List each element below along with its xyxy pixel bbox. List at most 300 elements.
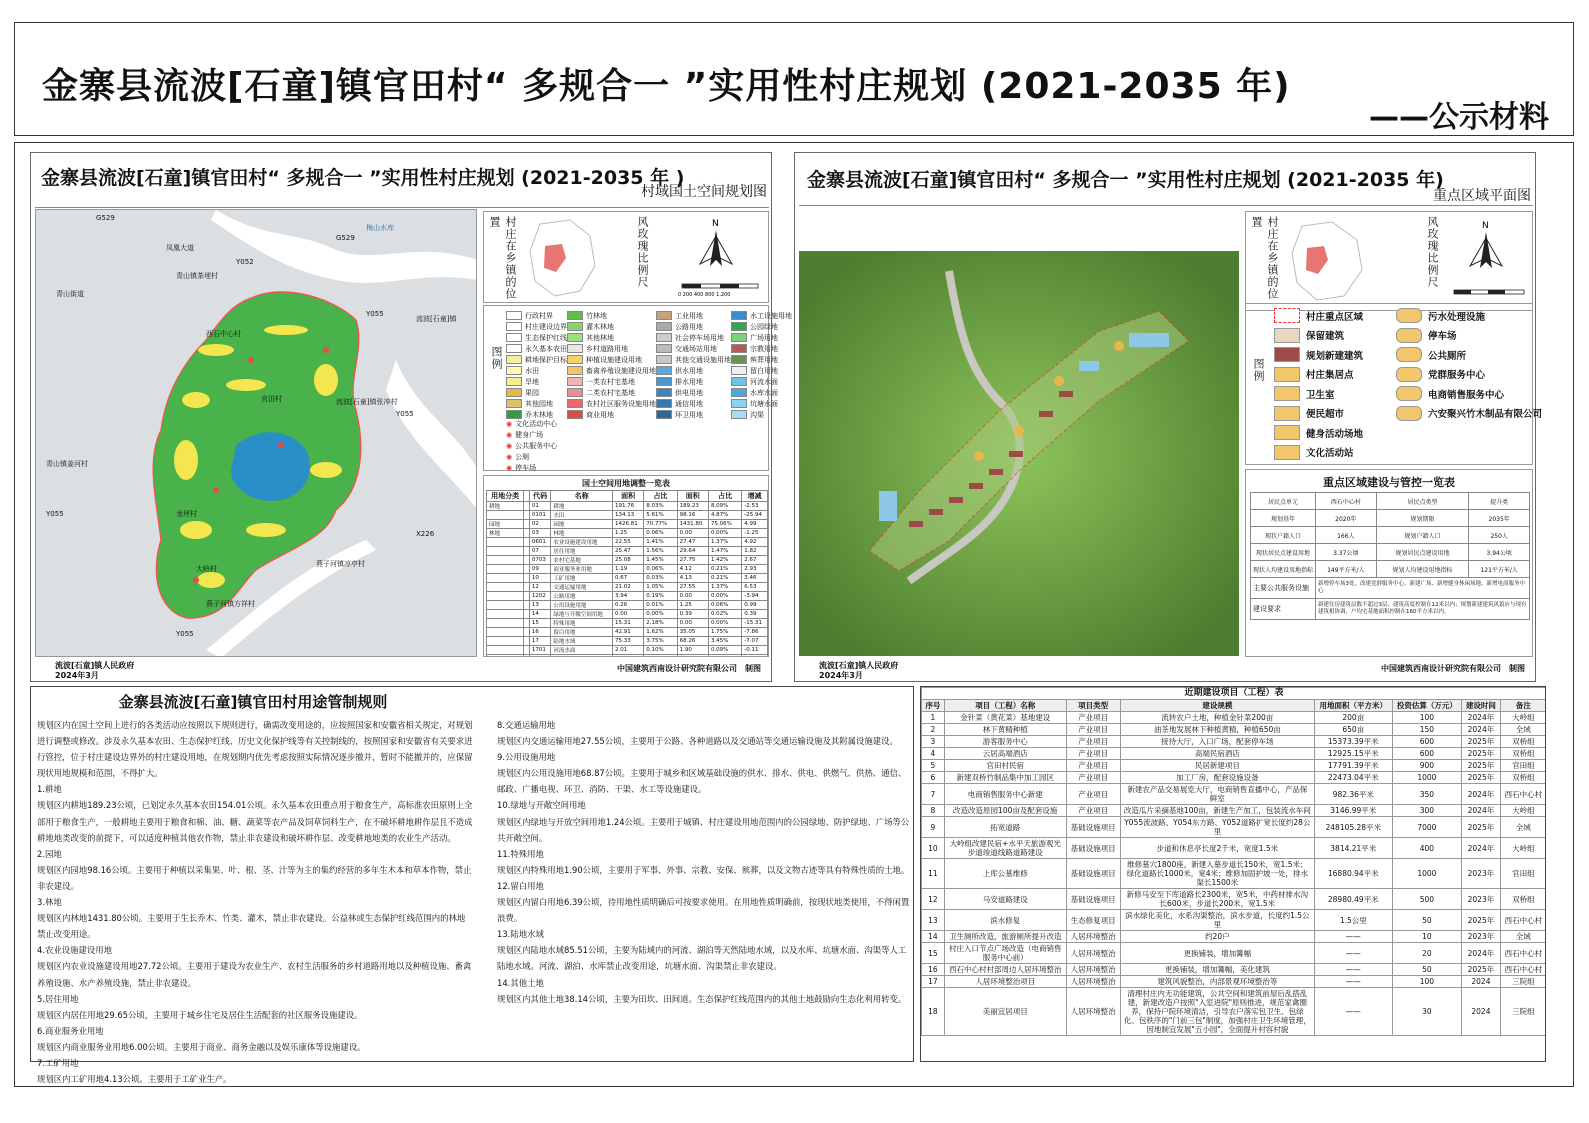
project-row [922,889,1547,910]
legend-item-label: 其他交通设施用地 [675,355,731,364]
legend-point [506,418,626,429]
table-cell [487,538,524,547]
project-cell: 12925.15平米 [1315,748,1392,760]
legend-swatch [506,333,522,342]
rules-paragraph: 4.农业设施建设用地 [37,945,112,956]
table-cell: 1.62% [644,628,677,637]
legend-key-label: 党群服务中心 [1428,370,1486,382]
legend-swatch [567,344,583,353]
table-cell: 27.47 [677,538,708,547]
control-cell: 规划户籍人口 [1376,527,1469,544]
legend-swatch [731,377,747,386]
legend-point-label: 公厕 [515,452,530,461]
legend-item-label: 旱地 [525,377,539,386]
table-cell [487,547,524,556]
table-cell: 0.19% [644,592,677,601]
village-land-use-map [35,209,477,657]
projects-header-cell: 备注 [1500,700,1546,712]
project-cell: 上库公墓维修 [944,859,1066,889]
legend-item-label: 行政村界 [525,311,553,320]
project-cell: 650亩 [1315,724,1392,736]
table-cell [487,511,524,520]
table-cell: 0.06% [644,565,677,574]
project-row [922,859,1547,889]
legend-item-label: 留白用地 [750,366,778,375]
project-cell: 15 [922,943,945,964]
project-cell: 7 [922,784,945,805]
control-cell: 新增停车场3处、改建党群服务中心、新建广场、新增健身休闲场地、新增电商服务中心 [1316,578,1530,599]
table-row [487,502,768,511]
legend-key [1274,345,1363,365]
table-cell: 75.06% [708,520,741,529]
table-cell: 1.37% [708,538,741,547]
project-cell: 改造瓜片采摘基地100亩，新建生产加工，包装流水车间 [1120,805,1314,817]
table-cell [487,610,524,619]
map-label: Y055 [366,310,384,318]
table-row [487,511,768,520]
project-cell: 新修马安至下库道路长2300米，宽5米，中药材排水沟长600米，步道长200米，宽1.5米 [1120,889,1314,910]
project-cell: 20 [1392,943,1462,964]
table-cell: -15.31 [742,619,768,628]
table-cell: 2.18% [644,619,677,628]
table-cell: 17 [529,637,550,646]
legend-swatch [731,311,747,320]
legend-item-label: 果园 [525,388,539,397]
table-header-cell: 占比 [644,491,677,502]
control-row [1251,493,1530,510]
control-cell: 现状居民点建设用地 [1251,544,1316,561]
project-row [922,931,1547,943]
rules-paragraph: 规划区内居住用地29.65公顷，主要用于城乡住宅及居住生活配套的社区服务设施建设。 [37,1009,363,1020]
project-cell: 三院组 [1500,976,1546,988]
table-cell: 25.47 [612,547,643,556]
legend-key-label: 污水处理设施 [1428,311,1486,323]
table-cell: 01 [529,502,550,511]
table-cell: 68.26 [677,637,708,646]
legend-item [731,310,792,321]
project-cell: 16880.94平米 [1315,859,1392,889]
right-footer-org: 流波[石童]镇人民政府 [819,661,899,670]
left-panel-subtitle: 村域国土空间规划图 [641,184,767,200]
table-header-row [487,491,768,502]
control-cell: 规划基年 [1251,510,1316,527]
table-cell [487,628,524,637]
table-cell: 耕地 [551,502,613,511]
table-cell: 3.94 [612,592,643,601]
table-cell: 1.90 [677,646,708,655]
legend-key-symbol-icon [1396,406,1422,421]
legend-item [656,310,731,321]
table-row [487,592,768,601]
map-label: 燕子河镇凉亭村 [316,560,365,568]
legend-item [506,365,567,376]
project-cell: 17791.39平米 [1315,760,1392,772]
table-cell: 03 [529,529,550,538]
table-cell [612,655,643,658]
map-label: 青山街道 [56,290,84,298]
projects-header-cell: 投资估算（万元） [1392,700,1462,712]
legend-item [567,398,656,409]
table-cell: 农业设施建设用地 [551,538,613,547]
point-marker-icon: ◉ [506,430,513,439]
table-cell: 0.67 [612,574,643,583]
legend-item-label: 排水用地 [675,377,703,386]
project-cell: 1.5公里 [1315,910,1392,931]
table-cell: 13 [529,601,550,610]
table-cell: 0.00 [612,610,643,619]
legend-item-label: 生态保护红线 [525,333,567,342]
table-cell: -3.94 [742,592,768,601]
project-cell: 维修墓穴1800座，新建入墓步道长150米，宽1.5米；绿化道路长1000米，宽4米；维修加固护坡一处，排水渠长1500米 [1120,859,1314,889]
table-row [487,628,768,637]
project-cell: 600 [1392,736,1462,748]
legend-item-label: 竹林地 [586,311,607,320]
project-cell: 2023年 [1462,889,1500,910]
legend-item-label: 其他林地 [586,333,614,342]
table-cell: 1.47% [708,547,741,556]
table-row [487,556,768,565]
table-cell: 1.56% [644,547,677,556]
projects-title-row [922,688,1547,700]
project-cell: 改造改造原园100亩及配套设施 [944,805,1066,817]
project-cell: 产业项目 [1066,748,1120,760]
table-cell: 公用设施用地 [551,601,613,610]
table-cell: 林地 [551,529,613,538]
table-cell: 0.00 [677,592,708,601]
legend-swatch [567,311,583,320]
legend-swatch [656,322,672,331]
table-cell: 0.00% [708,592,741,601]
project-cell: 西石中心村 [1500,910,1546,931]
table-cell: 1431.80 [677,520,708,529]
map-label: 龙坪村 [176,510,197,518]
projects-title: 近期建设项目（工程）表 [922,688,1547,700]
right-footer-designer: 中国建筑西南设计研究院有限公司 制图 [1381,664,1525,673]
project-cell: 西石中心村 [1500,964,1546,976]
table-cell: -0.11 [742,646,768,655]
legend-item [731,321,792,332]
legend-key [1396,306,1542,326]
map-label: Y052 [236,258,254,266]
legend-point [506,440,626,451]
table-cell [644,655,677,658]
legend-item [506,376,567,387]
control-cell: 西石中心村 [1316,493,1377,510]
legend-swatch [506,344,522,353]
table-cell: 14 [529,610,550,619]
legend-key [1274,423,1363,443]
project-cell: 油茶地发展林下种植黄精，种植650亩 [1120,724,1314,736]
legend-point [506,429,626,440]
project-cell: 电商销售服务中心新建 [944,784,1066,805]
near-term-projects-table [921,687,1546,1036]
project-row [922,736,1547,748]
right-compass-label: 风玫瑰比例尺 [1426,216,1439,288]
project-cell: 2025年 [1462,910,1500,931]
legend-item-label: 畜禽养殖设施建设用地 [586,366,656,375]
legend-item-label: 商业用地 [586,410,614,419]
rules-paragraph: 11.特殊用地 [497,848,544,859]
project-cell: 接待大厅，入口广场，配套停车场 [1120,736,1314,748]
control-cell: 提升类 [1469,493,1530,510]
project-row [922,724,1547,736]
project-cell: 全域 [1500,931,1546,943]
table-cell: 水田 [551,511,613,520]
control-row [1251,510,1530,527]
control-row [1251,527,1530,544]
table-cell: 耕地 [487,502,524,511]
project-cell: 2023年 [1462,859,1500,889]
table-header-cell: 增减 [742,491,768,502]
table-cell: 3.45% [708,637,741,646]
table-cell: -2.53 [742,502,768,511]
table-cell: 8.03% [644,502,677,511]
project-cell: 2 [922,724,945,736]
project-cell: 17 [922,976,945,988]
table-cell: -25.94 [742,511,768,520]
project-cell: 产业项目 [1066,805,1120,817]
project-cell: 产业项目 [1066,784,1120,805]
key-area-plan-panel [794,152,1543,682]
legend-swatch [656,410,672,419]
table-cell: 98.16 [677,511,708,520]
control-cell: 建设要求 [1251,599,1316,620]
project-cell: 游客服务中心 [944,736,1066,748]
legend-key-symbol-icon [1274,445,1300,460]
rules-column-1 [37,717,473,1087]
legend-key [1274,326,1363,346]
legend-key-symbol-icon [1396,328,1422,343]
land-use-control-rules [30,686,914,1085]
table-cell: 1.82 [742,547,768,556]
projects-header-cell: 项目类型 [1066,700,1120,712]
table-cell: 10 [529,574,550,583]
table-cell: 0.01% [644,601,677,610]
right-footer-date: 2024年3月 [819,671,863,680]
table-row [487,565,768,574]
project-cell: 人居环境整治 [1066,931,1120,943]
control-cell: 主要公共服务设施 [1251,578,1316,599]
left-footer-designer: 中国建筑西南设计研究院有限公司 制图 [617,664,761,673]
rules-paragraph: 规划区内特殊用地1.90公顷，主要用于军事、外事、宗教、安保、殡葬，以及文物古迹等具有特殊性质的土地。 [497,864,910,875]
project-cell: 官田组 [1500,760,1546,772]
table-cell: 4.87% [708,511,741,520]
project-cell: 2025年 [1462,964,1500,976]
table-cell: 交通运输用地 [551,583,613,592]
table-cell: 商业服务业用地 [551,565,613,574]
rules-paragraph: 2.园地 [37,848,62,859]
projects-header-cell: 序号 [922,700,945,712]
legend-item-label: 一类农村宅基地 [586,377,635,386]
legend-swatch [731,388,747,397]
table-cell: 0.00% [708,619,741,628]
legend-swatch [567,333,583,342]
control-cell: 149平方米/人 [1316,561,1377,578]
rules-paragraph: 1.耕地 [37,784,62,795]
table-cell: 0.00 [677,529,708,538]
project-row [922,976,1547,988]
compass-label: 风玫瑰比例尺 [636,216,649,288]
table-header-cell: 占比 [708,491,741,502]
legend-swatch [656,344,672,353]
legend-swatch [656,377,672,386]
map-label: Y055 [396,410,414,418]
project-cell: 2024年 [1462,805,1500,817]
legend-item [731,409,792,420]
legend-key [1274,384,1363,404]
map-label: 梅山水库 [366,224,394,232]
svg-text:N: N [1482,221,1489,231]
table-cell: 0.02% [708,610,741,619]
legend-swatch [506,311,522,320]
table-cell: 1202 [529,592,550,601]
legend-swatch [731,355,747,364]
project-cell: 2025年 [1462,772,1500,784]
table-cell [487,619,524,628]
project-cell: 美丽宜居项目 [944,988,1066,1036]
aerial-graphic [799,251,1239,656]
table-cell: 2.93 [742,565,768,574]
table-cell: 07 [529,547,550,556]
rules-paragraph: 6.商业服务业用地 [37,1025,104,1036]
control-cell: 250人 [1469,527,1530,544]
legend-key-symbol-icon [1396,367,1422,382]
legend-swatch [567,377,583,386]
project-cell: 流转农户土地，种植金针菜200亩 [1120,712,1314,724]
table-cell: 0.21% [708,574,741,583]
legend-item-label: 广场用地 [750,333,778,342]
project-cell: 产业项目 [1066,724,1120,736]
table-row [487,619,768,628]
legend-item-label: 公园绿地 [750,322,778,331]
control-row [1251,544,1530,561]
project-cell: 更换铺装，增加篝幅 [1120,943,1314,964]
table-row [487,547,768,556]
legend-item-label: 灌木林地 [586,322,614,331]
legend-item-label: 社会停车场用地 [675,333,724,342]
legend-item [656,354,731,365]
table-header-cell: 代码 [529,491,550,502]
table-cell: 27.75 [677,556,708,565]
project-cell: 卫生厕所改造，旅游厕所提升改造 [944,931,1066,943]
table-cell: 0703 [529,556,550,565]
legend-swatch [506,388,522,397]
rules-paragraph: 规划区内绿地与开放空间用地1.24公顷。主要用于城镇、村庄建设用地范围内的公园绿地、防护绿地、广场等公共开敞空间。 [497,816,910,843]
legend-key [1274,365,1363,385]
table-cell: 公路用地 [551,592,613,601]
legend-key-symbol-icon [1274,328,1300,343]
project-cell: 8 [922,805,945,817]
table-row [487,601,768,610]
table-cell [487,637,524,646]
projects-header-cell: 用地面积（平方米） [1315,700,1392,712]
table-cell: 绿地与开敞空间用地 [551,610,613,619]
table-row [487,610,768,619]
legend-key-symbol-icon [1274,386,1300,401]
project-cell: 2024 [1462,976,1500,988]
control-cell: 居民点单元 [1251,493,1316,510]
project-cell: —— [1315,988,1392,1036]
project-row [922,772,1547,784]
project-cell: 西石中心村 [1500,784,1546,805]
location-compass-box [483,211,769,303]
table-row [487,529,768,538]
legend-key-label: 健身活动场地 [1306,428,1364,440]
project-cell: 人居环境整治 [1066,976,1120,988]
table-row [487,574,768,583]
legend-key-label: 电商销售服务中心 [1428,389,1505,401]
legend-key-symbol-icon [1274,308,1300,323]
map-label: 青山镇茶埂村 [176,272,218,280]
table-cell: 4.92 [742,538,768,547]
control-cell: 现状人均建设用地指标 [1251,561,1316,578]
table-cell [487,574,524,583]
legend-item [506,343,567,354]
legend-swatch [506,377,522,386]
legend-point-label: 文化活动中心 [515,419,558,428]
legend-key [1274,404,1363,424]
legend-swatch [506,399,522,408]
project-cell: 约20户 [1120,931,1314,943]
project-cell: 50 [1392,964,1462,976]
legend-key [1396,404,1542,424]
svg-text:0 200 400 800 1,200: 0 200 400 800 1,200 [678,292,731,298]
table-cell: 1426.81 [612,520,643,529]
map-label: 大岭村 [196,565,217,573]
legend-swatch [731,366,747,375]
map-label: Y055 [46,510,64,518]
rules-paragraph: 规划区内园地98.16公顷。主要用于种植以采集果、叶、根、茎、汁等为主的集约经营的多年生木本和草本作物，禁止非农建设。 [37,864,472,891]
project-row [922,748,1547,760]
legend-swatch [567,322,583,331]
table-cell: 0.39 [742,610,768,619]
table-cell [487,565,524,574]
legend-item [567,387,656,398]
legend-item-label: 沟渠 [750,410,764,419]
legend-item-label: 工业用地 [675,311,703,320]
table-row [487,538,768,547]
legend-item-label: 乡村道路用地 [586,344,628,353]
table-cell: 1.75% [708,628,741,637]
legend-point-label: 公共服务中心 [515,441,558,450]
project-cell: Y055流波路、Y054东方路、Y052道路扩宽长度约28公里 [1120,817,1314,838]
project-cell: 50 [1392,910,1462,931]
land-use-table [486,490,768,657]
rules-paragraph: 规划区内在国土空间上进行的各类活动应按照以下规则进行，确需改变用途的，应按照国家和安徽省相关规定，对规划进行调整或修改。涉及永久基本农田、生态保护红线、历史文化保护线等有关控制线的，按照国家和安徽省有关要求进行管控，位于村庄建设边界外的村庄建设用地，在规划期内优先考虑按照实际情况逐步撤并，暂时不能撤并的，应保留现状用地规模和范围，不得扩大。 [37,720,473,779]
rules-paragraph: 5.居住用地 [37,993,79,1004]
legend-swatch [506,322,522,331]
legend-item [656,332,731,343]
legend-grid [506,310,792,420]
table-cell: 4.99 [742,520,768,529]
projects-header-cell: 建设规模 [1120,700,1314,712]
table-cell [708,655,741,658]
table-cell [487,583,524,592]
table-cell [529,655,550,658]
legend-point [506,462,626,473]
table-cell: 园地 [551,520,613,529]
table-cell [487,601,524,610]
control-table-title: 重点区域建设与管控一览表 [1323,476,1455,489]
project-cell: 产业项目 [1066,712,1120,724]
legend-key [1396,365,1542,385]
project-cell: 生态修复项目 [1066,910,1120,931]
map-label: 流波[石童]镇 [416,315,457,323]
project-cell: 18 [922,988,945,1036]
project-cell: 滨水修复 [944,910,1066,931]
table-cell: 0.00% [644,610,677,619]
project-cell: 村庄入口节点广场改造（电商销售服务中心前） [944,943,1066,964]
